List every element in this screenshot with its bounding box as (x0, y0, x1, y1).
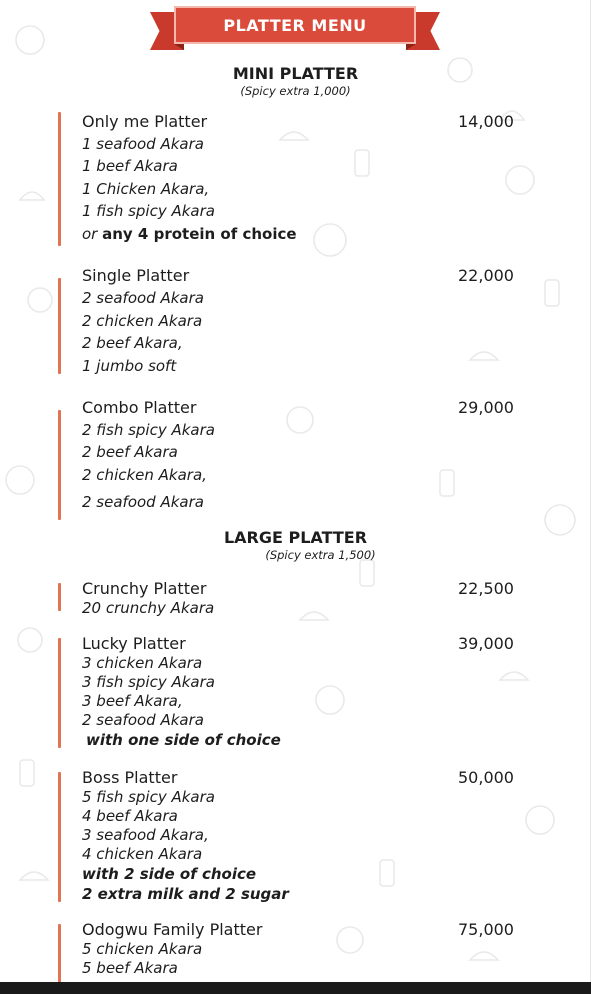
banner-main (174, 6, 416, 44)
large-platter-heading: LARGE PLATTER (223, 528, 368, 547)
item-price: 14,000 (458, 112, 514, 131)
item-price: 75,000 (458, 920, 514, 939)
item-line: 4 beef Akara (82, 807, 178, 825)
item-line: 1 jumbo soft (82, 357, 177, 375)
choice-prefix: or (82, 225, 103, 243)
item-name: Combo Platter (82, 398, 197, 417)
item-line: 1 fish spicy Akara (82, 202, 215, 220)
item-line: 3 seafood Akara, (82, 826, 209, 844)
item-accent-bar (58, 638, 61, 748)
item-line: 20 crunchy Akara (82, 599, 215, 617)
item-name: Only me Platter (82, 112, 208, 131)
item-line: 2 fish spicy Akara (82, 421, 215, 439)
item-line: 4 chicken Akara (82, 845, 203, 863)
item-line: 2 seafood Akara (82, 493, 204, 511)
mini-platter-heading: MINI PLATTER (232, 64, 359, 83)
item-line: 5 fish spicy Akara (82, 788, 215, 806)
item-accent-bar (58, 410, 61, 520)
item-line: 2 seafood Akara (82, 711, 204, 729)
item-name: Odogwu Family Platter (82, 920, 263, 939)
item-name: Crunchy Platter (82, 579, 207, 598)
item-line: 2 chicken Akara, (82, 466, 207, 484)
item-line: 3 chicken Akara (82, 654, 203, 672)
item-line: 1 seafood Akara (82, 135, 204, 153)
choice-bold: any 4 protein of choice (102, 225, 297, 243)
item-line: 5 chicken Akara (82, 940, 203, 958)
item-line: 1 beef Akara (82, 157, 178, 175)
item-side-line: with one side of choice (86, 731, 281, 749)
menu-title-banner (150, 6, 440, 50)
item-line: 5 beef Akara (82, 959, 178, 977)
item-line: 3 fish spicy Akara (82, 673, 215, 691)
item-name: Single Platter (82, 266, 190, 285)
mini-platter-spicy-note: (Spicy extra 1,000) (240, 84, 351, 98)
large-platter-spicy-note: (Spicy extra 1,500) (265, 548, 376, 562)
bottom-edge-bar (0, 982, 591, 994)
menu-title: PLATTER MENU (223, 15, 367, 35)
item-line: 2 beef Akara (82, 443, 178, 461)
item-side-line: with 2 side of choice (82, 865, 257, 883)
item-price: 50,000 (458, 768, 514, 787)
item-price: 22,000 (458, 266, 514, 285)
item-accent-bar (58, 583, 61, 611)
item-line: 2 beef Akara, (82, 334, 183, 352)
item-price: 22,500 (458, 579, 514, 598)
item-accent-bar (58, 924, 61, 984)
item-price: 29,000 (458, 398, 514, 417)
item-line: 1 Chicken Akara, (82, 180, 210, 198)
item-accent-bar (58, 278, 61, 374)
item-name: Lucky Platter (82, 634, 186, 653)
item-name: Boss Platter (82, 768, 178, 787)
item-accent-bar (58, 112, 61, 246)
item-side-line: 2 extra milk and 2 sugar (82, 885, 289, 903)
item-line: 2 chicken Akara (82, 312, 203, 330)
item-accent-bar (58, 772, 61, 902)
item-line: 2 seafood Akara (82, 289, 204, 307)
item-line: 3 beef Akara, (82, 692, 183, 710)
item-price: 39,000 (458, 634, 514, 653)
item-choice-line (82, 225, 297, 243)
